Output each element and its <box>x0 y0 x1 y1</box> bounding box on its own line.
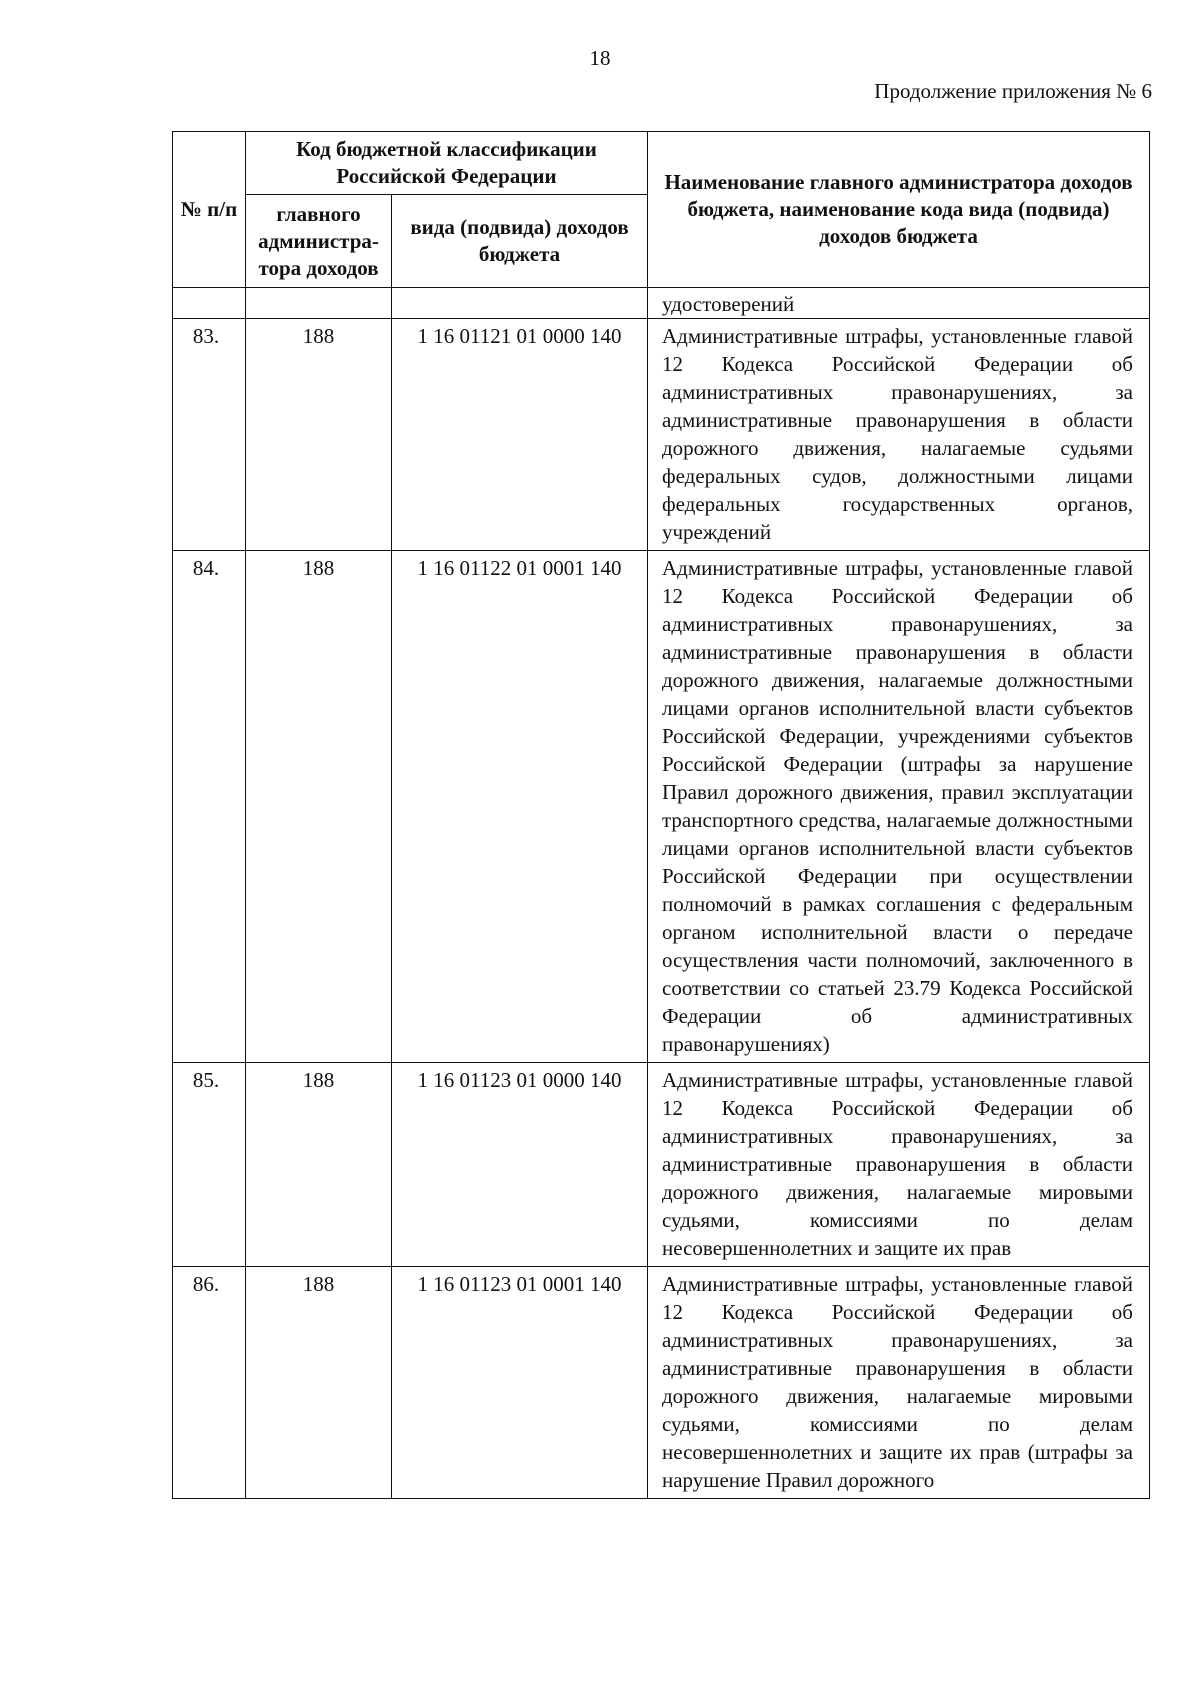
cell-admin-code: 188 <box>246 1063 392 1267</box>
cell-admin-code: 188 <box>246 551 392 1063</box>
cell-number <box>173 288 246 319</box>
cell-number: 86. <box>173 1267 246 1499</box>
table-row <box>173 288 1150 319</box>
budget-classification-table <box>172 131 1150 1499</box>
cell-revenue-code: 1 16 01121 01 0000 140 <box>392 319 648 551</box>
cell-revenue-code: 1 16 01122 01 0001 140 <box>392 551 648 1063</box>
cell-name: Административные штрафы, установленные главой 12 Кодекса Российской Федерации об административных правонарушениях, за административные правонарушения в области дорожного движения, налагаемые мировыми судьями, комиссиями по делам несовершеннолетних и защите их прав <box>648 1063 1150 1267</box>
table-row <box>173 1063 1150 1267</box>
header-number: № п/п <box>173 132 246 288</box>
cell-admin-code <box>246 288 392 319</box>
cell-name: Административные штрафы, установленные главой 12 Кодекса Российской Федерации об административных правонарушениях, за административные правонарушения в области дорожного движения, налагаемые должностными лицами органов исполнительной власти субъектов Российской Федерации, учреждениями субъектов Российской Федерации (штрафы за нарушение Правил дорожного движения, правил эксплуатации транспортного средства, налагаемые должностными лицами органов исполнительной власти субъектов Российской Федерации при осуществлении полномочий в рамках соглашения с федеральным органом исполнительной власти о передаче осуществления части полномочий, заключенного в соответствии со статьей 23.79 Кодекса Российской Федерации об административных правонарушениях) <box>648 551 1150 1063</box>
cell-number: 85. <box>173 1063 246 1267</box>
header-name: Наименование главного администратора доходов бюджета, наименование кода вида (подвида) доходов бюджета <box>648 132 1150 288</box>
cell-revenue-code: 1 16 01123 01 0000 140 <box>392 1063 648 1267</box>
cell-name: удостоверений <box>648 288 1150 319</box>
table-header <box>173 132 1150 288</box>
table-row <box>173 1267 1150 1499</box>
cell-admin-code: 188 <box>246 319 392 551</box>
cell-name: Административные штрафы, установленные главой 12 Кодекса Российской Федерации об административных правонарушениях, за административные правонарушения в области дорожного движения, налагаемые судьями федеральных судов, должностными лицами федеральных государственных органов, учреждений <box>648 319 1150 551</box>
header-revenue-type-code: вида (подвида) доходов бюджета <box>392 195 648 288</box>
cell-revenue-code <box>392 288 648 319</box>
table-row <box>173 319 1150 551</box>
cell-number: 83. <box>173 319 246 551</box>
table-row <box>173 551 1150 1063</box>
cell-name: Административные штрафы, установленные главой 12 Кодекса Российской Федерации об административных правонарушениях, за административные правонарушения в области дорожного движения, налагаемые мировыми судьями, комиссиями по делам несовершеннолетних и защите их прав (штрафы за нарушение Правил дорожного <box>648 1267 1150 1499</box>
table-body <box>173 288 1150 1499</box>
appendix-continuation-label: Продолжение приложения № 6 <box>874 79 1152 103</box>
header-budget-code-group: Код бюджетной классификации Российской Федерации <box>246 132 648 195</box>
cell-revenue-code: 1 16 01123 01 0001 140 <box>392 1267 648 1499</box>
cell-number: 84. <box>173 551 246 1063</box>
cell-admin-code: 188 <box>246 1267 392 1499</box>
header-chief-administrator: главного администра-тора доходов <box>246 195 392 288</box>
page-number: 18 <box>589 46 611 70</box>
